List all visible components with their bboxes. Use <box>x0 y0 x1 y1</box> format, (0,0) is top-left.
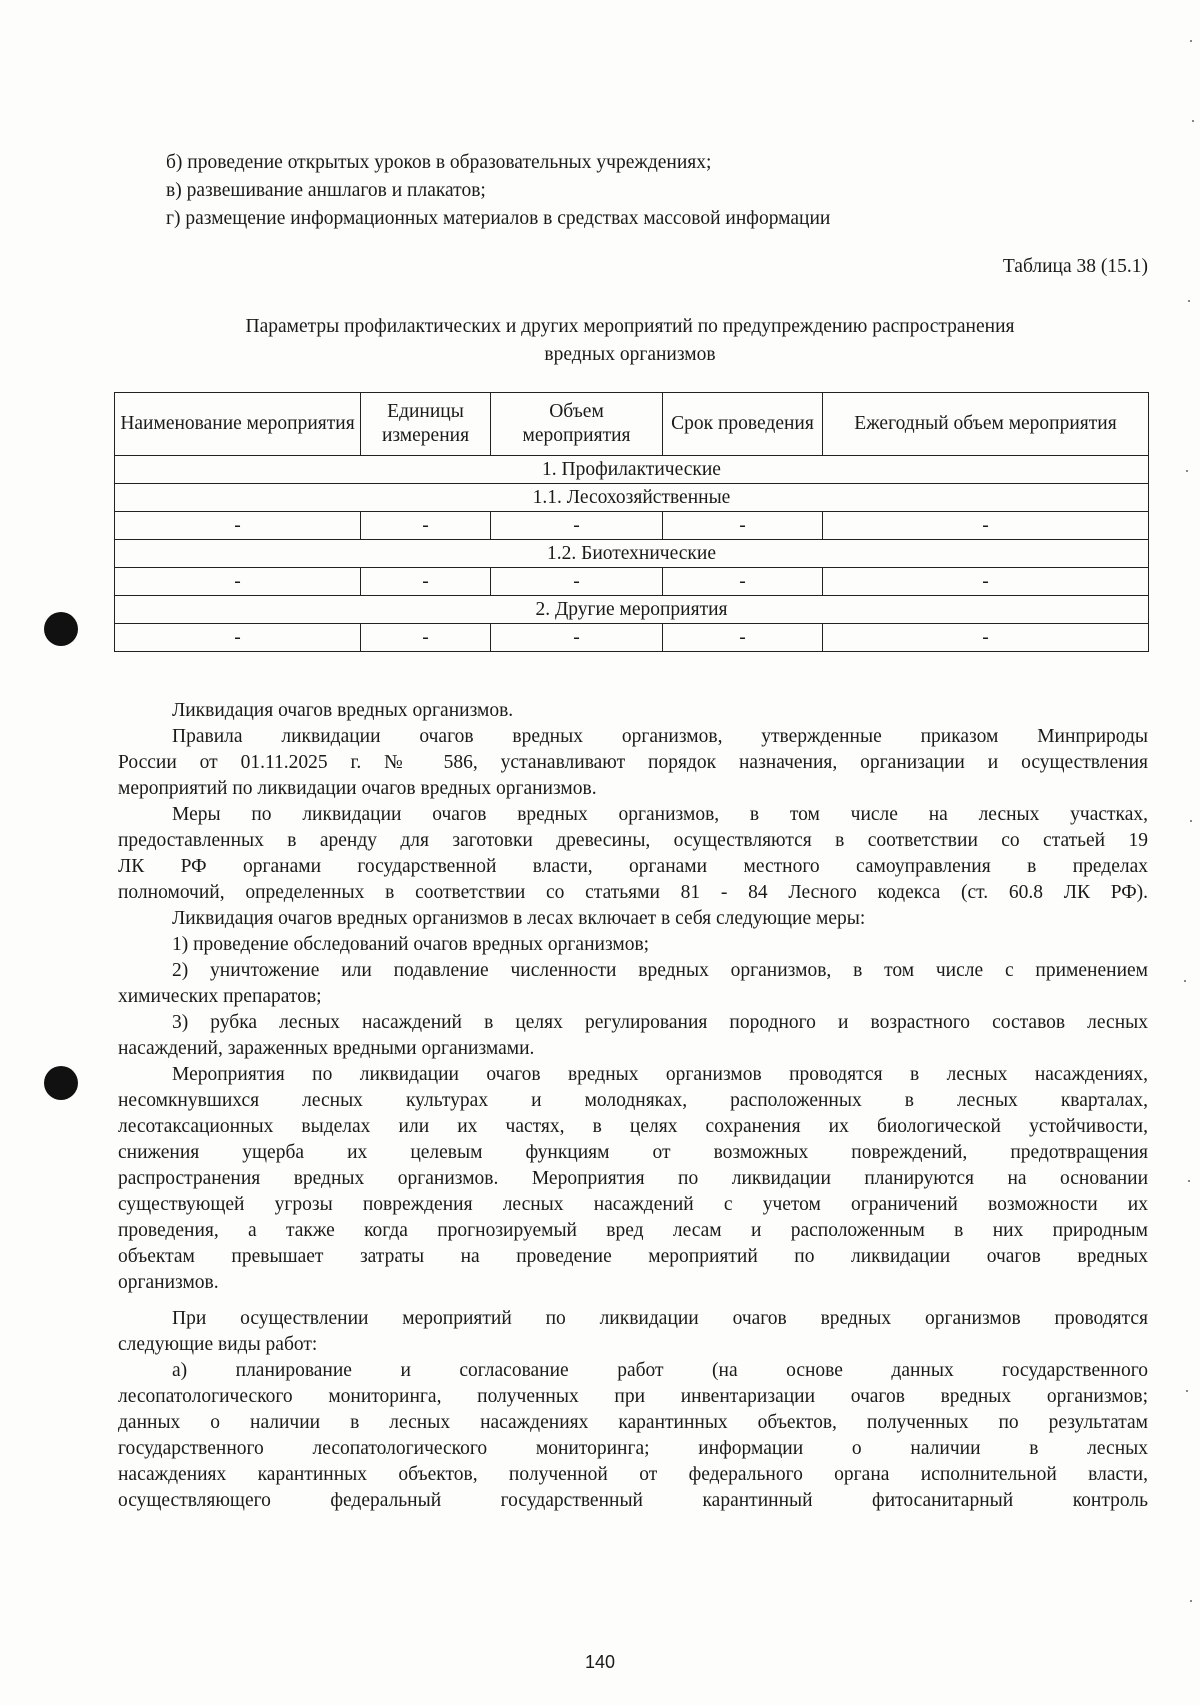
scan-speck <box>1186 1390 1188 1392</box>
text-line: распространения вредных организмов. Мероприятия по ликвидации планируются на основании <box>118 1168 1148 1189</box>
section-row <box>115 540 1149 568</box>
list-item-b: б) проведение открытых уроков в образовательных учреждениях; <box>166 152 712 173</box>
table-cell: - <box>491 624 663 652</box>
scan-speck <box>1190 820 1192 822</box>
text-line: Ликвидация очагов вредных организмов в лесах включает в себя следующие меры: <box>172 908 866 929</box>
table-cell: - <box>491 512 663 540</box>
table-cell: - <box>663 512 823 540</box>
header-term: Срок проведения <box>663 393 823 456</box>
text-line: Мероприятия по ликвидации очагов вредных организмов проводятся в лесных насаждениях, <box>172 1064 1148 1085</box>
text-line: России от 01.11.2025 г. № 586, устанавливают порядок назначения, организации и осуществления <box>118 752 1148 773</box>
header-units: Единицы измерения <box>361 393 491 456</box>
table-cell: - <box>823 568 1149 596</box>
section-forestry: 1.1. Лесохозяйственные <box>115 484 1149 512</box>
scan-speck <box>1192 120 1194 122</box>
table-cell: - <box>115 624 361 652</box>
section-biotechnical: 1.2. Биотехнические <box>115 540 1149 568</box>
text-line: 1) проведение обследований очагов вредных организмов; <box>172 934 650 955</box>
list-item-g: г) размещение информационных материалов в средствах массовой информации <box>166 208 831 229</box>
text-line: 3) рубка лесных насаждений в целях регулирования породного и возрастного составов лесных <box>172 1012 1148 1033</box>
punch-hole-mark <box>44 1066 78 1100</box>
table-cell: - <box>361 624 491 652</box>
list-item-v: в) развешивание аншлагов и плакатов; <box>166 180 486 201</box>
section-other: 2. Другие мероприятия <box>115 596 1149 624</box>
text-line: осуществляющего федеральный государственный карантинный фитосанитарный контроль <box>118 1490 1148 1511</box>
table-header-row <box>115 393 1149 456</box>
text-line: Меры по ликвидации очагов вредных организмов, в том числе на лесных участках, <box>172 804 1148 825</box>
table-title-line1: Параметры профилактических и других мероприятий по предупреждению распространения <box>245 316 1015 337</box>
table-cell: - <box>361 512 491 540</box>
text-line: 2) уничтожение или подавление численности вредных организмов, в том числе с применением <box>172 960 1148 981</box>
table-cell: - <box>663 624 823 652</box>
table-title-line2: вредных организмов <box>544 344 716 365</box>
scan-speck <box>1188 300 1190 302</box>
text-line: насаждениях карантинных объектов, полученной от федерального органа исполнительной власти, <box>118 1464 1148 1485</box>
scan-speck <box>1188 1180 1190 1182</box>
scan-speck <box>1184 980 1186 982</box>
text-line: данных о наличии в лесных насаждениях карантинных объектов, полученных по результатам <box>118 1412 1148 1433</box>
table-row <box>115 568 1149 596</box>
section-row <box>115 596 1149 624</box>
table-row <box>115 624 1149 652</box>
text-line: мероприятий по ликвидации очагов вредных организмов. <box>118 778 597 799</box>
text-line: полномочий, определенных в соответствии со статьями 81 - 84 Лесного кодекса (ст. 60.8 ЛК РФ). <box>118 882 1148 903</box>
text-line: Правила ликвидации очагов вредных организмов, утвержденные приказом Минприроды <box>172 726 1148 747</box>
text-line: организмов. <box>118 1272 219 1293</box>
table-caption: Таблица 38 (15.1) <box>1002 256 1148 277</box>
text-line: лесотаксационных выделах или их частях, в целях сохранения их биологической устойчивости, <box>118 1116 1148 1137</box>
text-line: химических препаратов; <box>118 986 322 1007</box>
text-line: существующей угрозы повреждения лесных насаждений с учетом ограничений возможности их <box>118 1194 1148 1215</box>
scan-speck <box>1190 1600 1192 1602</box>
table-cell: - <box>663 568 823 596</box>
text-line: При осуществлении мероприятий по ликвидации очагов вредных организмов проводятся <box>172 1308 1148 1329</box>
paragraph-heading: Ликвидация очагов вредных организмов. <box>172 700 514 721</box>
text-line: насаждений, зараженных вредными организмами. <box>118 1038 535 1059</box>
text-line: несомкнувшихся лесных культурах и молодняках, расположенных в лесных кварталах, <box>118 1090 1148 1111</box>
header-name: Наименование мероприятия <box>115 393 361 456</box>
section-row <box>115 456 1149 484</box>
parameters-table <box>114 392 1149 652</box>
text-line: предоставленных в аренду для заготовки древесины, осуществляются в соответствии со статьей 19 <box>118 830 1148 851</box>
table-row <box>115 512 1149 540</box>
table-cell: - <box>115 568 361 596</box>
punch-hole-mark <box>44 612 78 646</box>
scan-speck <box>1186 470 1188 472</box>
text-line: лесопатологического мониторинга, полученных при инвентаризации очагов вредных организмов; <box>118 1386 1148 1407</box>
text-line: объектам превышает затраты на проведение мероприятий по ликвидации очагов вредных <box>118 1246 1148 1267</box>
table-cell: - <box>823 624 1149 652</box>
text-line: снижения ущерба их целевым функциям от возможных повреждений, предотвращения <box>118 1142 1148 1163</box>
text-line: государственного лесопатологического мониторинга; информации о наличии в лесных <box>118 1438 1148 1459</box>
table-cell: - <box>491 568 663 596</box>
header-annual-volume: Ежегодный объем мероприятия <box>823 393 1149 456</box>
text-line: ЛК РФ органами государственной власти, органами местного самоуправления в пределах <box>118 856 1148 877</box>
section-preventive: 1. Профилактические <box>115 456 1149 484</box>
text-line: проведения, а также когда прогнозируемый вред лесам и расположенным в них природным <box>118 1220 1148 1241</box>
section-row <box>115 484 1149 512</box>
table-cell: - <box>361 568 491 596</box>
scan-speck <box>1190 40 1192 42</box>
table-cell: - <box>115 512 361 540</box>
page-number: 140 <box>584 1652 616 1672</box>
table-cell: - <box>823 512 1149 540</box>
header-volume: Объем мероприятия <box>491 393 663 456</box>
text-line: а) планирование и согласование работ (на основе данных государственного <box>172 1360 1148 1381</box>
text-line: следующие виды работ: <box>118 1334 318 1355</box>
